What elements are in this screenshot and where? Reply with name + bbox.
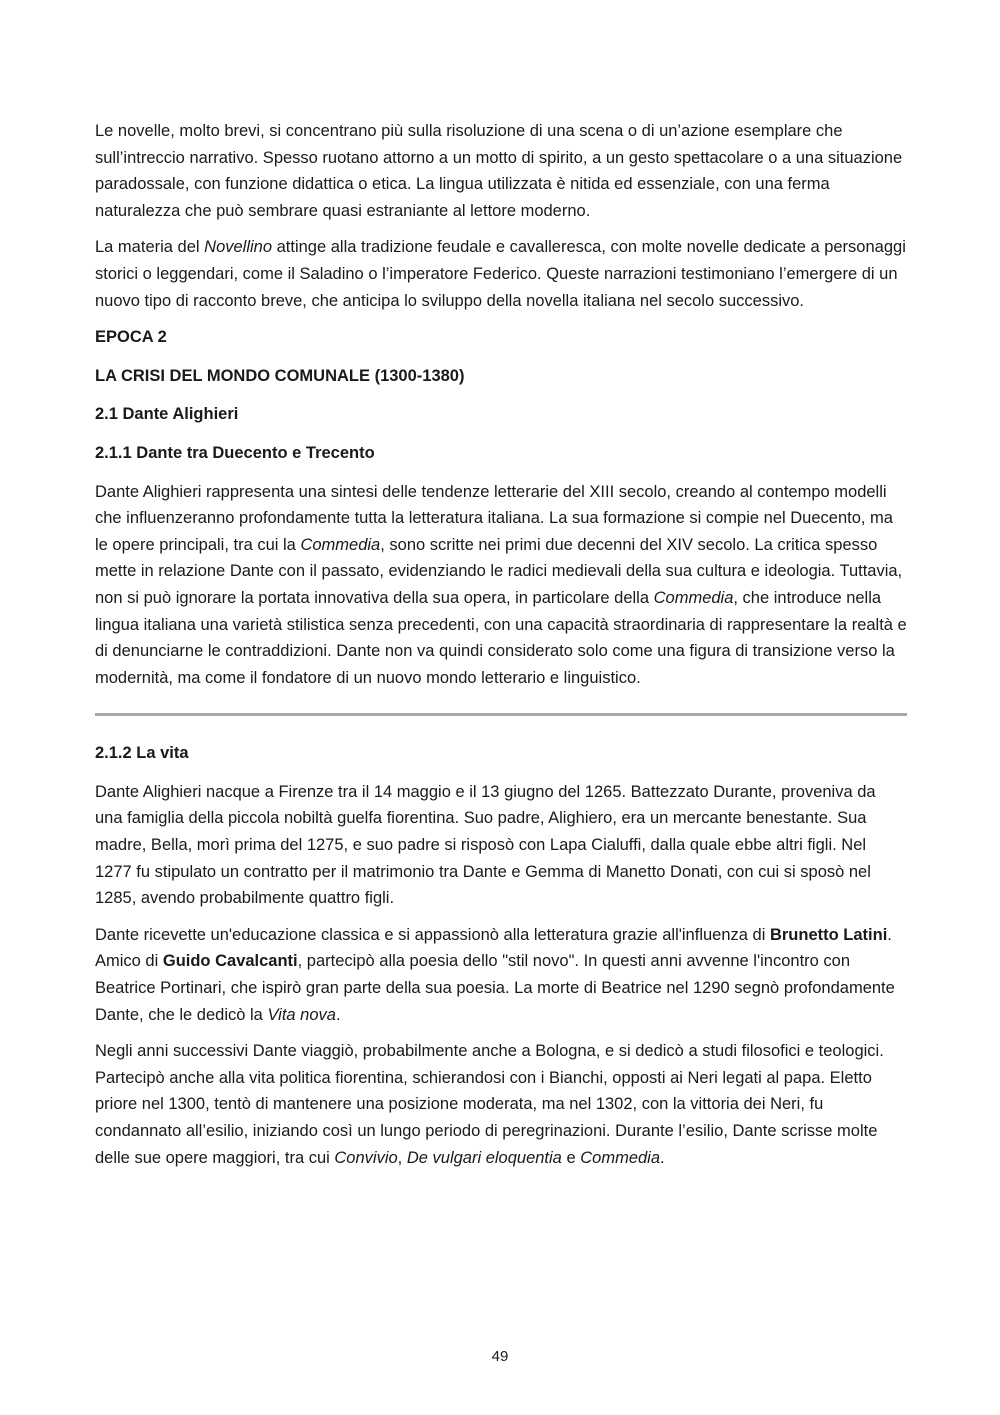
section-heading: 2.1.2 La vita	[95, 744, 189, 763]
text-run: , che introduce nella lingua italiana una varietà stilistica senza precedenti, con una capacità straordinaria di rappresentare la realtà e di denunciarne le contraddizioni. Dante non va quindi considerato solo come una figura di transizione verso la modernità, ma come il fondatore di un nuovo mondo letterario e linguistico.	[95, 588, 907, 687]
section-heading: 2.1 Dante Alighieri	[95, 405, 239, 424]
document-page	[95, 118, 907, 1181]
text-run: La materia del	[95, 238, 205, 257]
text-run: .	[660, 1148, 665, 1167]
italic-text: Commedia	[580, 1148, 661, 1167]
italic-text: De vulgari eloquentia	[406, 1148, 562, 1167]
text-run: attinge alla tradizione feudale e cavalleresca, con molte novelle dedicate a personaggi storici o leggendari, come il Saladino o l’imperatore Federico. Queste narrazioni testimoniano l’emergere di un nuovo tipo di racconto breve, che anticipa lo sviluppo della novella italiana nel secolo successivo.	[95, 238, 906, 310]
body-paragraph	[95, 1038, 907, 1171]
text-run: Negli anni successivi Dante viaggiò, probabilmente anche a Bologna, e si dedicò a studi filosofici e teologici. Partecipò anche alla vita politica fiorentina, schierandosi con i Bianchi, opposti ai Neri legati al papa. Eletto priore nel 1300, tentò di mantenere una posizione moderata, ma nel 1302, con la vittoria dei Neri, fu condannato all’esilio, iniziando così un lungo periodo di peregrinazioni. Durante l’esilio, Dante scrisse molte delle sue opere maggiori, tra cui	[95, 1042, 884, 1167]
italic-text: Commedia	[653, 588, 734, 607]
text-run: , sono scritte nei primi due decenni del XIV secolo. La critica spesso mette in relazione Dante con il passato, evidenziando le radici medievali della sua cultura e ideologia. Tuttavia, non si può ignorare la portata innovativa della sua opera, in particolare della	[95, 535, 903, 607]
body-paragraph	[95, 779, 907, 912]
text-run: Le novelle, molto brevi, si concentrano più sulla risoluzione di una scena o di un’azione esemplare che sull’intreccio narrativo. Spesso ruotano attorno a un motto di spirito, a un gesto spettacolare o a una situazione paradossale, con funzione didattica o etica. La lingua utilizzata è nitida ed essenziale, con una ferma naturalezza che può sembrare quasi estraniante al lettore moderno.	[95, 122, 903, 220]
body-paragraph	[95, 118, 907, 224]
text-run: Dante ricevette un'educazione classica e si appassionò alla letteratura grazie all'influenza di	[95, 925, 770, 944]
italic-text: Commedia	[300, 535, 381, 554]
text-run: Dante Alighieri rappresenta una sintesi delle tendenze letterarie del XIII secolo, creando al contempo modelli che influenzeranno profondamente tutta la letteratura italiana. La sua formazione si compie nel Duecento, ma le opere principali, tra cui la	[95, 482, 893, 554]
italic-text: Vita nova	[267, 1005, 336, 1024]
text-run: Dante Alighieri nacque a Firenze tra il 14 maggio e il 13 giugno del 1265. Battezzato Durante, proveniva da una famiglia della piccola nobiltà guelfa fiorentina. Suo padre, Alighiero, era un mercante benestante. Sua madre, Bella, morì prima del 1275, e suo padre si risposò con Lapa Cialuffi, dalla quale ebbe altri figli. Nel 1277 fu stipulato un contratto per il matrimonio tra Dante e Gemma di Manetto Donati, con cui si sposò nel 1285, avendo probabilmente quattro figli.	[95, 782, 876, 908]
bold-text: Guido Cavalcanti	[162, 952, 298, 971]
text-run: , partecipò alla poesia dello "stil novo". In questi anni avvenne l'incontro con Beatrice Portinari, che ispirò gran parte della sua poesia. La morte di Beatrice nel 1290 segnò profondamente Dante, che le dedicò la	[95, 952, 895, 1024]
page-number: 49	[491, 1348, 509, 1365]
italic-text: Novellino	[204, 238, 273, 257]
section-heading: 2.1.1 Dante tra Duecento e Trecento	[95, 443, 375, 462]
body-paragraph	[95, 922, 907, 1028]
italic-text: Convivio	[334, 1148, 398, 1167]
text-run: .	[335, 1005, 341, 1024]
body-paragraph	[95, 479, 907, 692]
section-heading: LA CRISI DEL MONDO COMUNALE (1300-1380)	[95, 366, 465, 385]
bold-text: Brunetto Latini	[769, 925, 888, 944]
body-paragraph	[95, 234, 907, 314]
text-run: . Amico di	[95, 925, 892, 971]
text-run: e	[561, 1148, 581, 1167]
section-heading: EPOCA 2	[95, 328, 167, 347]
horizontal-divider	[95, 713, 907, 716]
text-run: ,	[397, 1148, 407, 1167]
